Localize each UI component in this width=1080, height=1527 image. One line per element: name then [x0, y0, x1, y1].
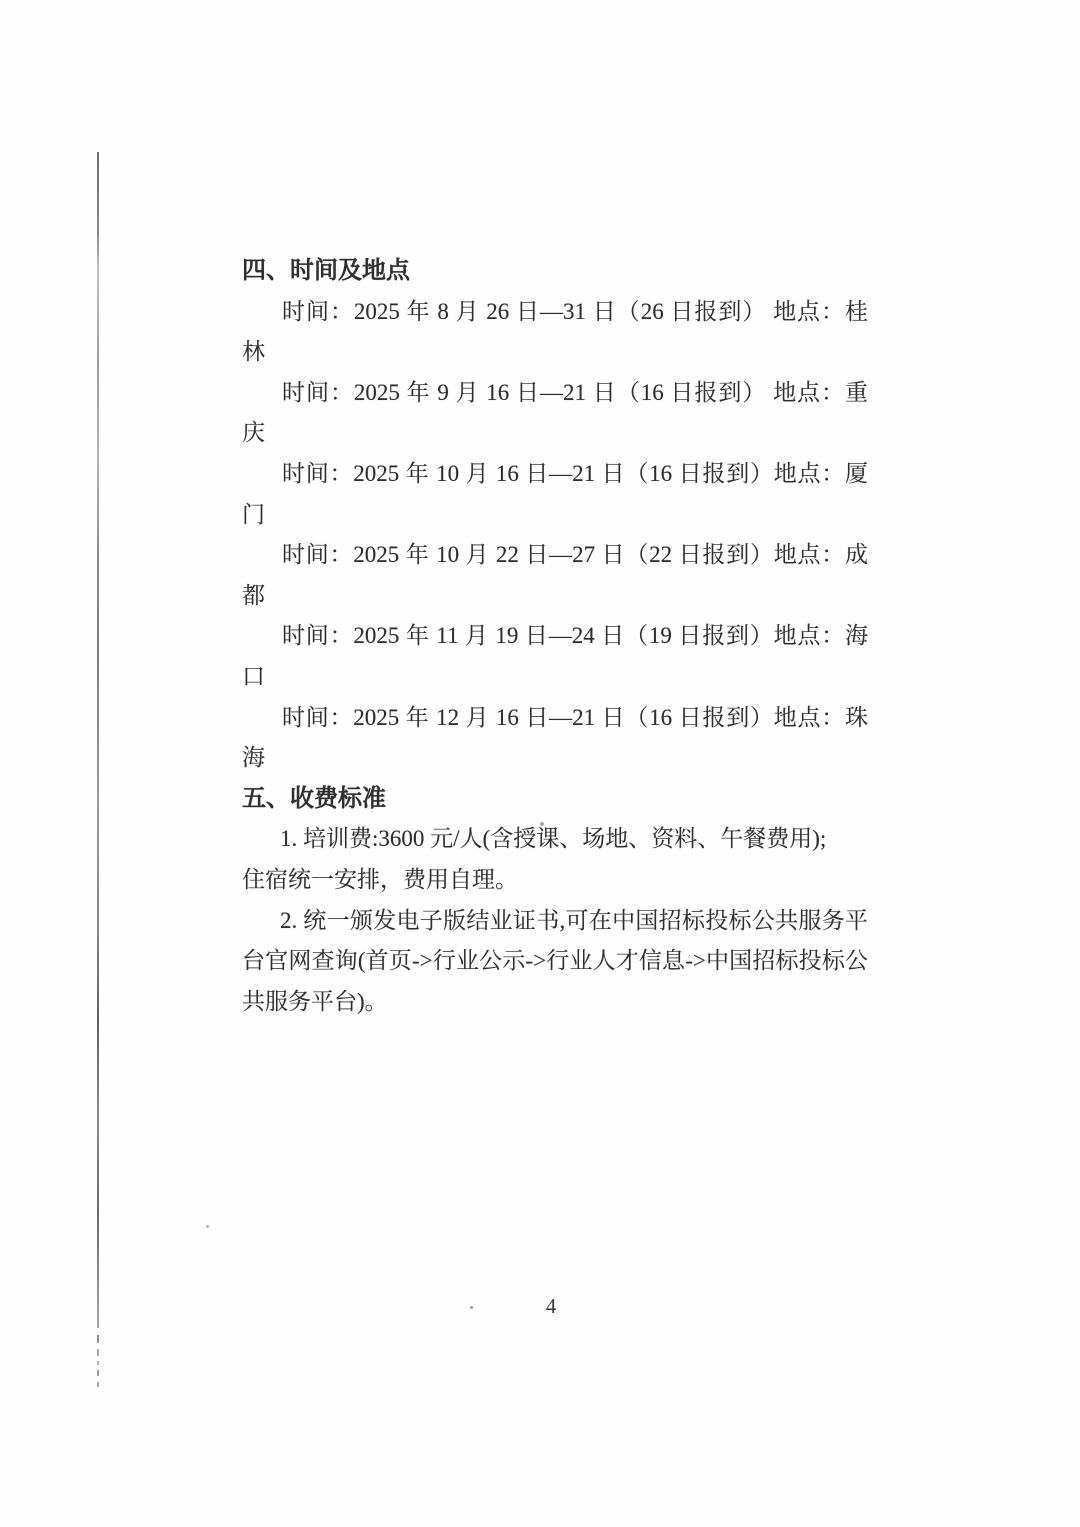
schedule-line-zhuhai: 时间：2025 年 12 月 16 日—21 日（16 日报到）地点：珠海	[242, 704, 868, 771]
schedule-line-chongqing: 时间：2025 年 9 月 16 日—21 日（16 日报到） 地点：重庆	[242, 379, 868, 446]
fee-item2-line1: 2. 统一颁发电子版结业证书,可在中国招标投标公共服务平	[280, 907, 868, 933]
schedule-line-guilin: 时间：2025 年 8 月 26 日—31 日（26 日报到） 地点：桂林	[242, 298, 868, 365]
scan-artifact-dash	[97, 1335, 99, 1343]
fee-item1-line1: 1. 培训费:3600 元/人(含授课、场地、资料、午餐费用);	[280, 826, 827, 852]
document-body	[242, 251, 868, 1022]
schedule-line-chengdu: 时间：2025 年 10 月 22 日—27 日（22 日报到）地点：成都	[242, 542, 868, 608]
scan-artifact-dash	[97, 1349, 99, 1356]
fee-item2-line3: 共服务平台)。	[242, 988, 388, 1014]
scan-artifact-vertical-line	[97, 152, 99, 1328]
scan-artifact-dash	[97, 1370, 99, 1376]
scan-speck	[206, 1225, 209, 1228]
scan-speck	[470, 1306, 473, 1309]
fee-item1-line2: 住宿统一安排，费用自理。	[242, 866, 518, 892]
fee-item2-line2: 台官网查询(首页->行业公示->行业人才信息->中国招标投标公	[242, 948, 868, 974]
schedule-line-haikou: 时间：2025 年 11 月 19 日—24 日（19 日报到）地点：海口	[242, 623, 868, 689]
scan-artifact-dash	[97, 1382, 99, 1387]
scan-artifact-dash	[97, 1361, 99, 1365]
schedule-line-xiamen: 时间：2025 年 10 月 16 日—21 日（16 日报到）地点：厦门	[242, 460, 868, 527]
page-number: 4	[545, 1294, 557, 1318]
section-heading-time-location: 四、时间及地点	[242, 258, 410, 284]
section-heading-fees: 五、收费标准	[242, 785, 386, 812]
